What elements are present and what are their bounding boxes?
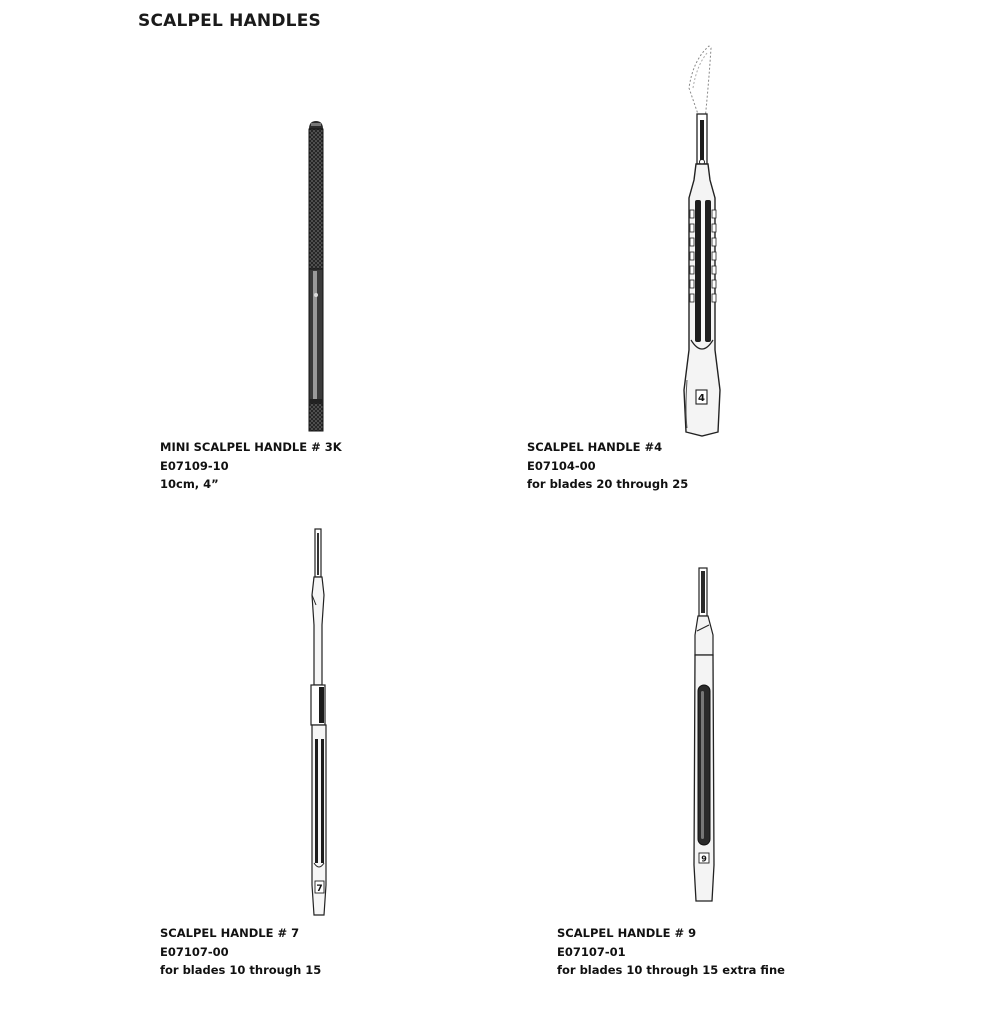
product-name: MINI SCALPEL HANDLE # 3K	[160, 440, 342, 454]
page-title: SCALPEL HANDLES	[138, 11, 321, 31]
product-name: SCALPEL HANDLE # 9	[557, 926, 697, 940]
scalpel-handle-9-image	[685, 565, 725, 910]
product-caption-handle-9	[557, 924, 785, 980]
engraving-number: 9	[701, 854, 707, 864]
product-code: E07107-00	[160, 944, 229, 959]
product-caption-handle-4	[527, 438, 688, 494]
product-code: E07104-00	[527, 458, 596, 473]
product-name: SCALPEL HANDLE # 7	[160, 926, 300, 940]
product-detail: for blades 20 through 25	[527, 477, 689, 491]
product-name: SCALPEL HANDLE #4	[527, 440, 663, 454]
product-code: E07109-10	[160, 458, 229, 473]
scalpel-handle-4-image	[675, 40, 735, 440]
engraving-number: 7	[316, 884, 323, 894]
scalpel-handle-7-image	[300, 525, 340, 920]
product-detail: for blades 10 through 15	[160, 963, 322, 977]
product-detail: for blades 10 through 15 extra fine	[557, 963, 785, 977]
product-detail: 10cm, 4”	[160, 477, 219, 491]
product-code: E07107-01	[557, 944, 626, 959]
product-caption-mini-3k	[160, 438, 342, 494]
product-caption-handle-7	[160, 924, 321, 980]
mini-scalpel-handle-image	[300, 115, 340, 435]
engraving-number: 4	[698, 393, 705, 404]
